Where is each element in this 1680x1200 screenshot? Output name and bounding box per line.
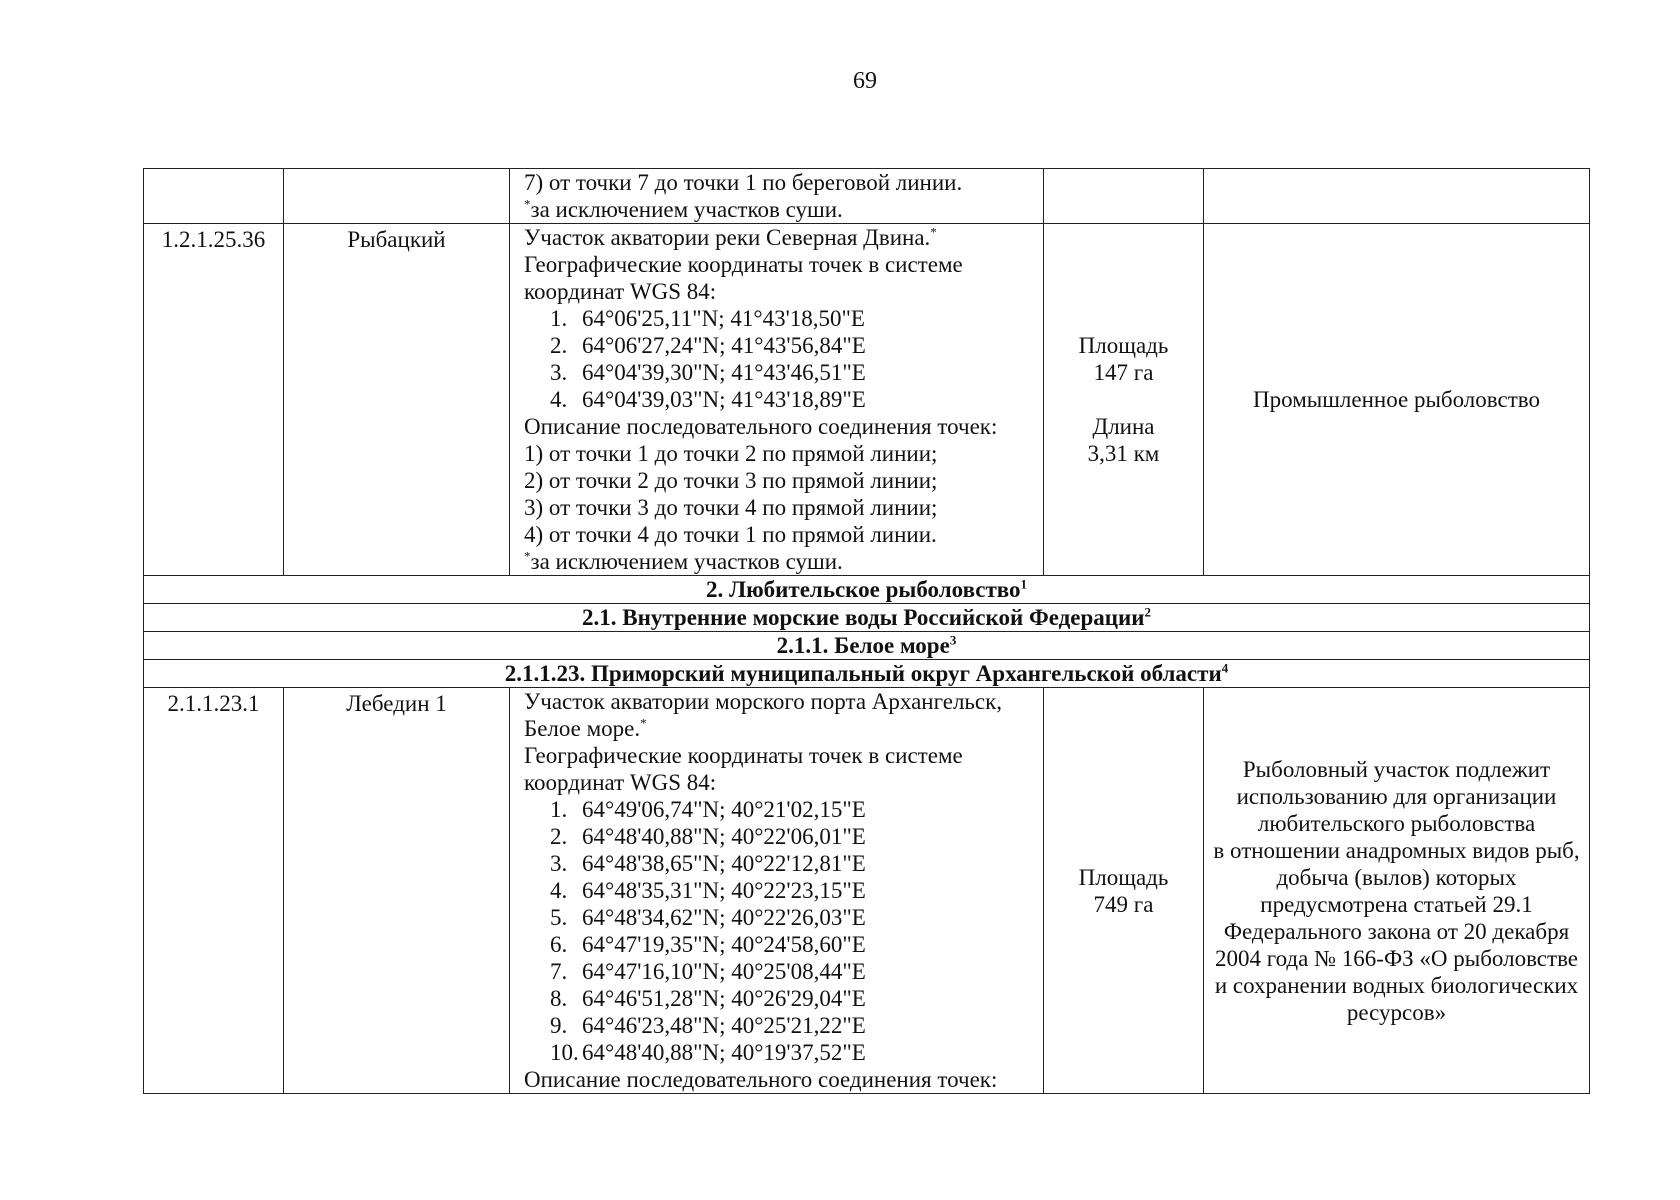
purpose-line: в отношении анадромных видов рыб,: [1213, 837, 1580, 863]
area-value: 749 га: [1093, 891, 1154, 917]
cell-number: 2.1.1.23.1: [144, 688, 284, 1094]
connection-line: 7) от точки 7 до точки 1 по береговой линии.: [524, 170, 963, 195]
coordinate-point: 10. 64°48'40,88"N; 40°19'37,52"E: [550, 1040, 866, 1065]
coordinate-point: 4. 64°04'39,03"N; 41°43'18,89"E: [550, 387, 866, 412]
cell-number: [144, 169, 284, 224]
footnote-line: *за исключением участков суши.: [524, 548, 843, 574]
coords-title: координат WGS 84:: [524, 279, 717, 304]
coordinate-point: 9. 64°46'23,48"N; 40°25'21,22"E: [550, 1013, 866, 1038]
cell-number: 1.2.1.25.36: [144, 224, 284, 576]
connection-line: 3) от точки 3 до точки 4 по прямой линии;: [524, 495, 938, 520]
area-label: Площадь: [1078, 333, 1169, 358]
table-row-lebedin-1: [144, 688, 1590, 1094]
section-heading: 2. Любительское рыболовство$^1$: [144, 576, 1590, 604]
connection-title: Описание последовательного соединения точек:: [524, 414, 998, 439]
purpose-line: Рыболовный участок подлежит: [1242, 756, 1551, 782]
description-intro: Участок акватории морского порта Архангельск,: [524, 689, 1003, 714]
area-label: Площадь: [1078, 864, 1169, 890]
coordinate-point: 2. 64°06'27,24"N; 41°43'56,84"E: [550, 333, 866, 358]
section-row: [144, 604, 1590, 632]
section-row: [144, 660, 1590, 688]
coordinate-point: 5. 64°48'34,62"N; 40°22'26,03"E: [550, 905, 866, 930]
purpose-line: Федерального закона от 20 декабря: [1223, 918, 1570, 944]
length-label: Длина: [1092, 414, 1155, 439]
coordinate-point: 4. 64°48'35,31"N; 40°22'23,15"E: [550, 878, 866, 903]
purpose-line: 2004 года № 166-ФЗ «О рыболовстве: [1214, 945, 1578, 971]
cell-description: [510, 224, 1044, 576]
area-value: 147 га: [1093, 360, 1154, 385]
coordinate-point: 1. 64°06'25,11"N; 41°43'18,50"E: [550, 306, 865, 331]
purpose-line: любительского рыболовства: [1257, 810, 1536, 836]
coords-title: координат WGS 84:: [524, 770, 717, 795]
cell-purpose: [1204, 688, 1590, 1094]
cell-area: [1044, 224, 1204, 576]
coordinate-point: 7. 64°47'16,10"N; 40°25'08,44"E: [550, 959, 866, 984]
purpose-line: добыча (вылов) которых: [1276, 864, 1517, 890]
connection-line: 4) от точки 4 до точки 1 по прямой линии.: [524, 522, 937, 547]
description-intro: Белое море.*: [524, 715, 647, 741]
cell-description: [510, 688, 1044, 1094]
cell-description: [510, 169, 1044, 224]
page-number: 69: [853, 68, 877, 94]
purpose-line: ресурсов»: [1346, 999, 1447, 1025]
purpose-line: использованию для организации: [1236, 783, 1557, 809]
fishing-areas-table: [143, 168, 1590, 1094]
connection-line: 1) от точки 1 до точки 2 по прямой линии;: [524, 441, 938, 466]
connection-line: 2) от точки 2 до точки 3 по прямой линии;: [524, 468, 938, 493]
cell-purpose: Промышленное рыболовство: [1204, 224, 1590, 576]
cell-name: Лебедин 1: [284, 688, 510, 1094]
connection-title: Описание последовательного соединения точек:: [524, 1067, 998, 1092]
coords-title: Географические координаты точек в системе: [524, 743, 963, 768]
purpose-line: предусмотрена статьей 29.1: [1260, 891, 1533, 917]
footnote-line: *за исключением участков суши.: [524, 196, 843, 222]
subsection-heading: 2.1. Внутренние морские воды Российской Федерации$^2$: [144, 604, 1590, 632]
section-row: [144, 576, 1590, 604]
coordinate-point: 3. 64°04'39,30"N; 41°43'46,51"E: [550, 360, 866, 385]
section-row: [144, 632, 1590, 660]
cell-area: [1044, 169, 1204, 224]
coords-title: Географические координаты точек в системе: [524, 252, 963, 277]
coordinate-point: 2. 64°48'40,88"N; 40°22'06,01"E: [550, 824, 866, 849]
coordinate-point: 1. 64°49'06,74"N; 40°21'02,15"E: [550, 797, 866, 822]
coordinate-point: 3. 64°48'38,65"N; 40°22'12,81"E: [550, 851, 866, 876]
table-row-rybatsky: [144, 224, 1590, 576]
cell-purpose: [1204, 169, 1590, 224]
coordinate-point: 8. 64°46'51,28"N; 40°26'29,04"E: [550, 986, 866, 1011]
length-value: 3,31 км: [1087, 441, 1160, 466]
cell-name: Рыбацкий: [284, 224, 510, 576]
purpose-line: и сохранении водных биологических: [1214, 972, 1579, 998]
cell-name: [284, 169, 510, 224]
table-row-continuation: [144, 169, 1590, 224]
coordinate-point: 6. 64°47'19,35"N; 40°24'58,60"E: [550, 932, 866, 957]
description-intro: Участок акватории реки Северная Двина.*: [524, 224, 937, 250]
subsection-heading: 2.1.1. Белое море$^3$: [144, 632, 1590, 660]
subsection-heading: 2.1.1.23. Приморский муниципальный округ Архангельской области$^4$: [144, 660, 1590, 688]
cell-area: [1044, 688, 1204, 1094]
